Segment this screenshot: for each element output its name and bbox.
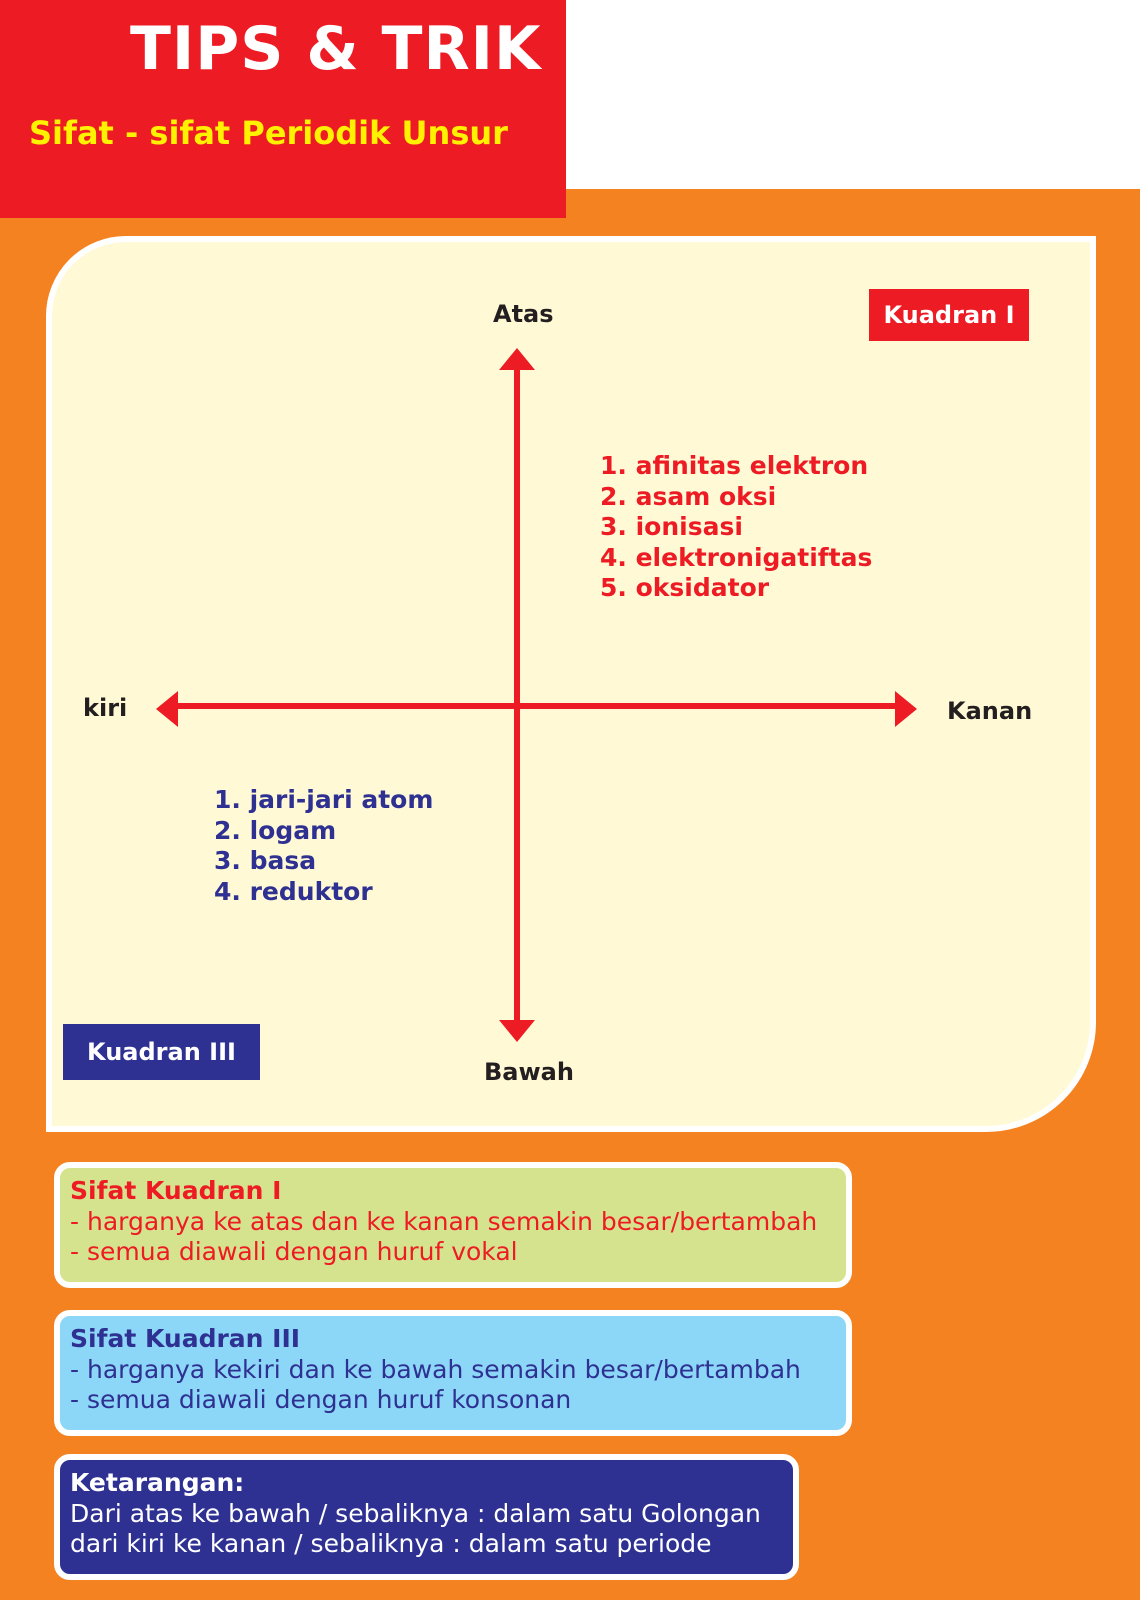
axis-label-bottom: Bawah <box>484 1058 574 1086</box>
quadrant-3-tag: Kuadran III <box>63 1024 260 1080</box>
list-item: 1. afinitas elektron <box>600 451 869 480</box>
note-title: Sifat Kuadran I <box>70 1176 282 1205</box>
arrow-left-icon <box>156 691 178 727</box>
arrow-up-icon <box>499 348 535 370</box>
list-item: 4. reduktor <box>214 876 373 906</box>
arrow-right-icon <box>895 691 917 727</box>
axis-label-right: Kanan <box>947 697 1033 725</box>
list-item: 2. asam oksi <box>600 481 777 511</box>
note-line: - semua diawali dengan huruf vokal <box>70 1237 518 1266</box>
list-item: 4. elektronigatiftas <box>600 542 873 572</box>
axis-label-top: Atas <box>493 300 554 328</box>
note-line: - semua diawali dengan huruf konsonan <box>70 1385 572 1414</box>
list-item: 5. oksidator <box>600 573 770 602</box>
note-line: dari kiri ke kanan / sebaliknya : dalam satu periode <box>70 1529 712 1558</box>
note-line: - harganya ke atas dan ke kanan semakin besar/bertambah <box>70 1206 818 1236</box>
keterangan-note-box <box>54 1454 799 1580</box>
kuadran-3-note-box <box>54 1310 852 1436</box>
note-line: Dari atas ke bawah / sebaliknya : dalam satu Golongan <box>70 1498 761 1528</box>
note-title: Sifat Kuadran III <box>70 1324 301 1353</box>
quadrant-3-list <box>214 785 433 907</box>
list-item: 3. ionisasi <box>600 512 743 541</box>
list-item: 1. jari-jari atom <box>214 785 434 814</box>
list-item: 3. basa <box>214 846 317 875</box>
quadrant-1-tag: Kuadran I <box>869 289 1029 341</box>
quadrant-1-list <box>600 451 872 604</box>
axis-label-left: kiri <box>83 694 128 722</box>
page-title: TIPS & TRIK <box>130 14 542 84</box>
list-item: 2. logam <box>214 815 337 845</box>
arrow-down-icon <box>499 1020 535 1042</box>
page-subtitle: Sifat - sifat Periodik Unsur <box>29 114 508 152</box>
note-title: Ketarangan: <box>70 1468 245 1497</box>
note-line: - harganya kekiri dan ke bawah semakin besar/bertambah <box>70 1354 801 1384</box>
kuadran-1-note-box <box>54 1162 852 1288</box>
